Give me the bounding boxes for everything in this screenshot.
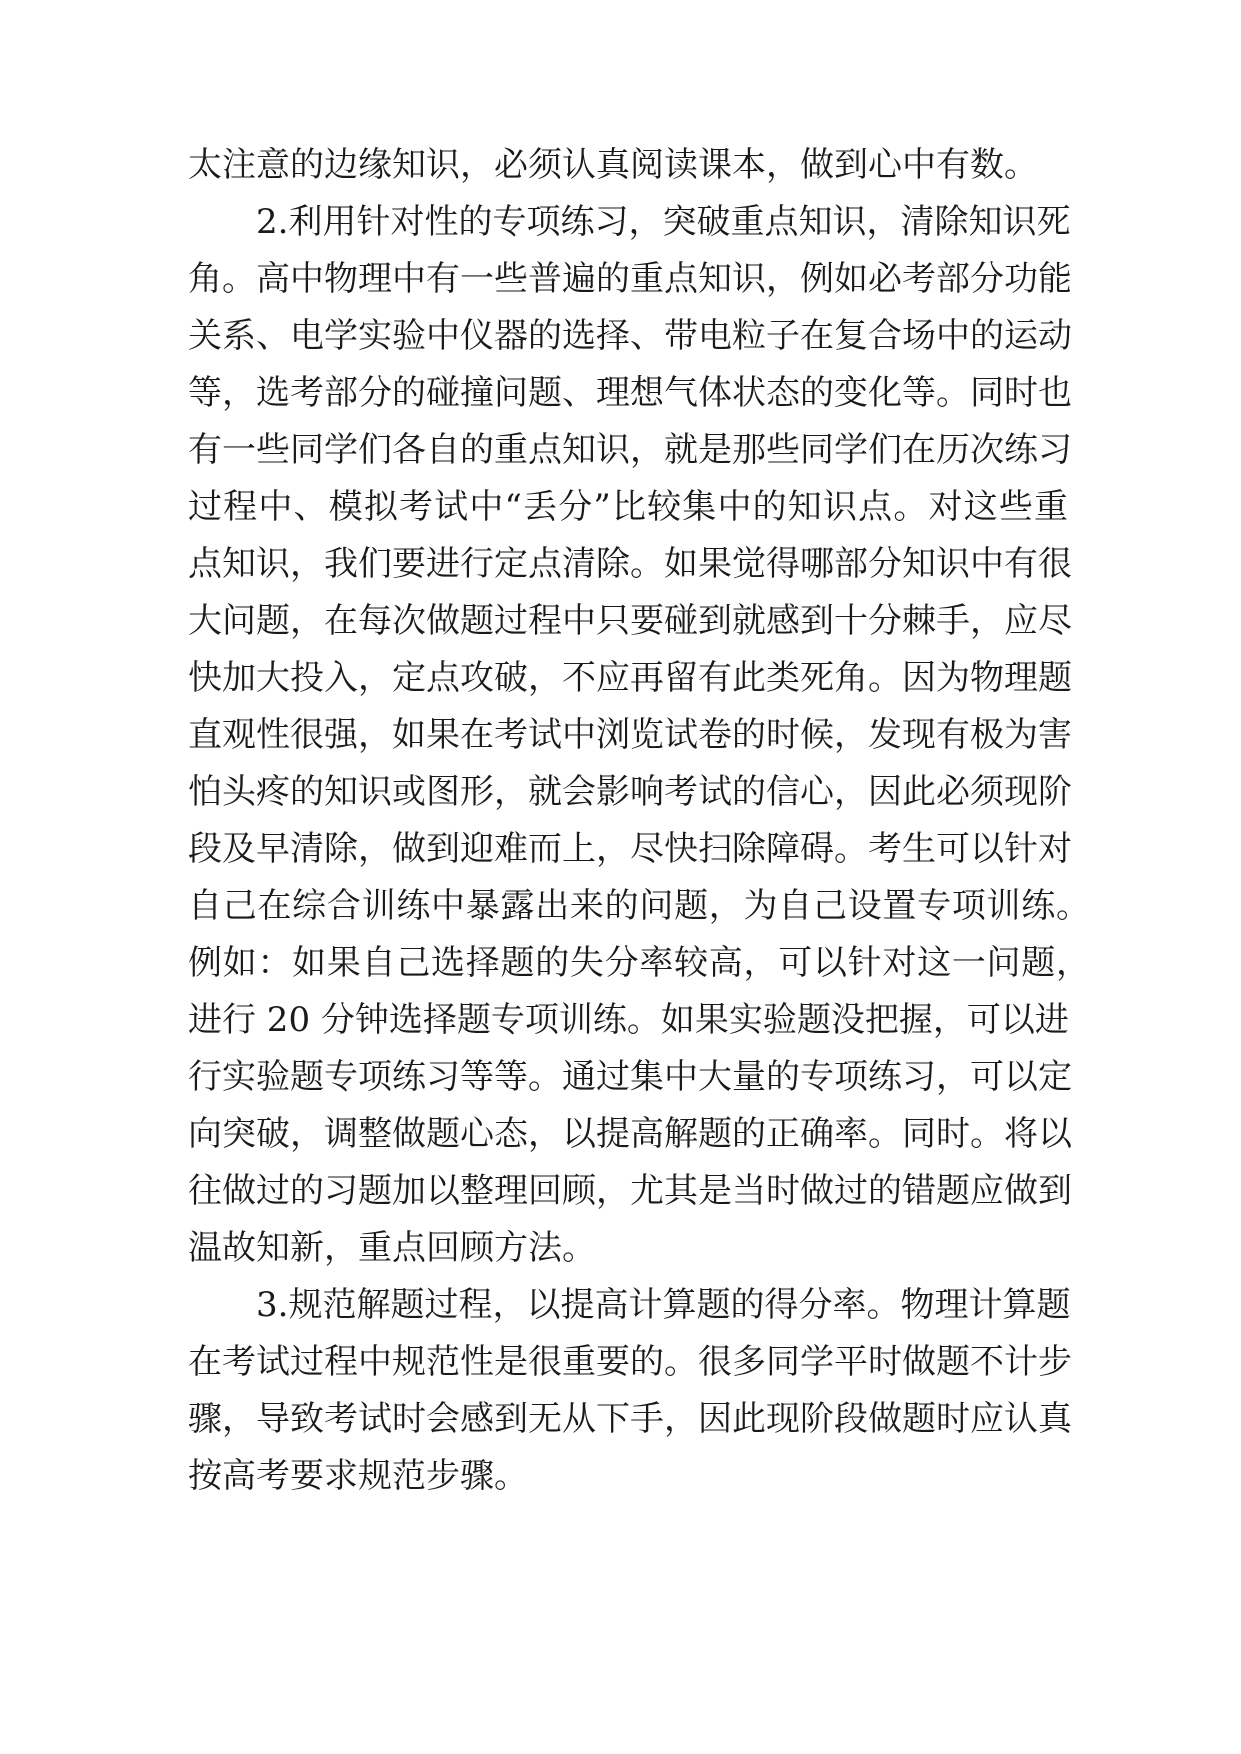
paragraph-2-first-line: 2.利用针对性的专项练习，突破重点知识，清除知识死 (256, 202, 1071, 242)
text-line: 在考试过程中规范性是很重要的。很多同学平时做题不计步 (188, 1342, 1072, 1382)
text-line: 点知识，我们要进行定点清除。如果觉得哪部分知识中有很 (188, 544, 1072, 584)
text-line: 段及早清除，做到迎难而上，尽快扫除障碍。考生可以针对 (188, 829, 1072, 869)
text-line: 往做过的习题加以整理回顾，尤其是当时做过的错题应做到 (188, 1171, 1072, 1211)
text-line: 有一些同学们各自的重点知识，就是那些同学们在历次练习 (188, 430, 1072, 470)
text-line: 关系、电学实验中仪器的选择、带电粒子在复合场中的运动 (188, 316, 1072, 356)
text-line: 角。高中物理中有一些普遍的重点知识，例如必考部分功能 (188, 259, 1072, 299)
text-line: 怕头疼的知识或图形，就会影响考试的信心，因此必须现阶 (188, 772, 1072, 812)
paragraph-3-first-line: 3.规范解题过程，以提高计算题的得分率。物理计算题 (256, 1285, 1071, 1325)
text-line: 温故知新，重点回顾方法。 (188, 1228, 596, 1268)
text-line: 行实验题专项练习等等。通过集中大量的专项练习，可以定 (188, 1057, 1072, 1097)
text-line: 进行 20 分钟选择题专项训练。如果实验题没把握，可以进 (188, 1000, 1069, 1040)
text-line: 过程中、模拟考试中“丢分”比较集中的知识点。对这些重 (188, 487, 1068, 527)
text-line: 按高考要求规范步骤。 (188, 1456, 528, 1496)
text-line: 向突破，调整做题心态，以提高解题的正确率。同时。将以 (188, 1114, 1072, 1154)
text-line: 太注意的边缘知识，必须认真阅读课本，做到心中有数。 (188, 145, 1038, 185)
text-line: 骤，导致考试时会感到无从下手，因此现阶段做题时应认真 (188, 1399, 1072, 1439)
text-line: 自己在综合训练中暴露出来的问题，为自己设置专项训练。 (188, 886, 1090, 926)
text-line: 快加大投入，定点攻破，不应再留有此类死角。因为物理题 (188, 658, 1072, 698)
text-line: 大问题，在每次做题过程中只要碰到就感到十分棘手，应尽 (188, 601, 1072, 641)
text-line: 等，选考部分的碰撞问题、理想气体状态的变化等。同时也 (188, 373, 1072, 413)
text-line: 直观性很强，如果在考试中浏览试卷的时候，发现有极为害 (188, 715, 1072, 755)
text-line: 例如：如果自己选择题的失分率较高，可以针对这一问题， (188, 943, 1090, 983)
